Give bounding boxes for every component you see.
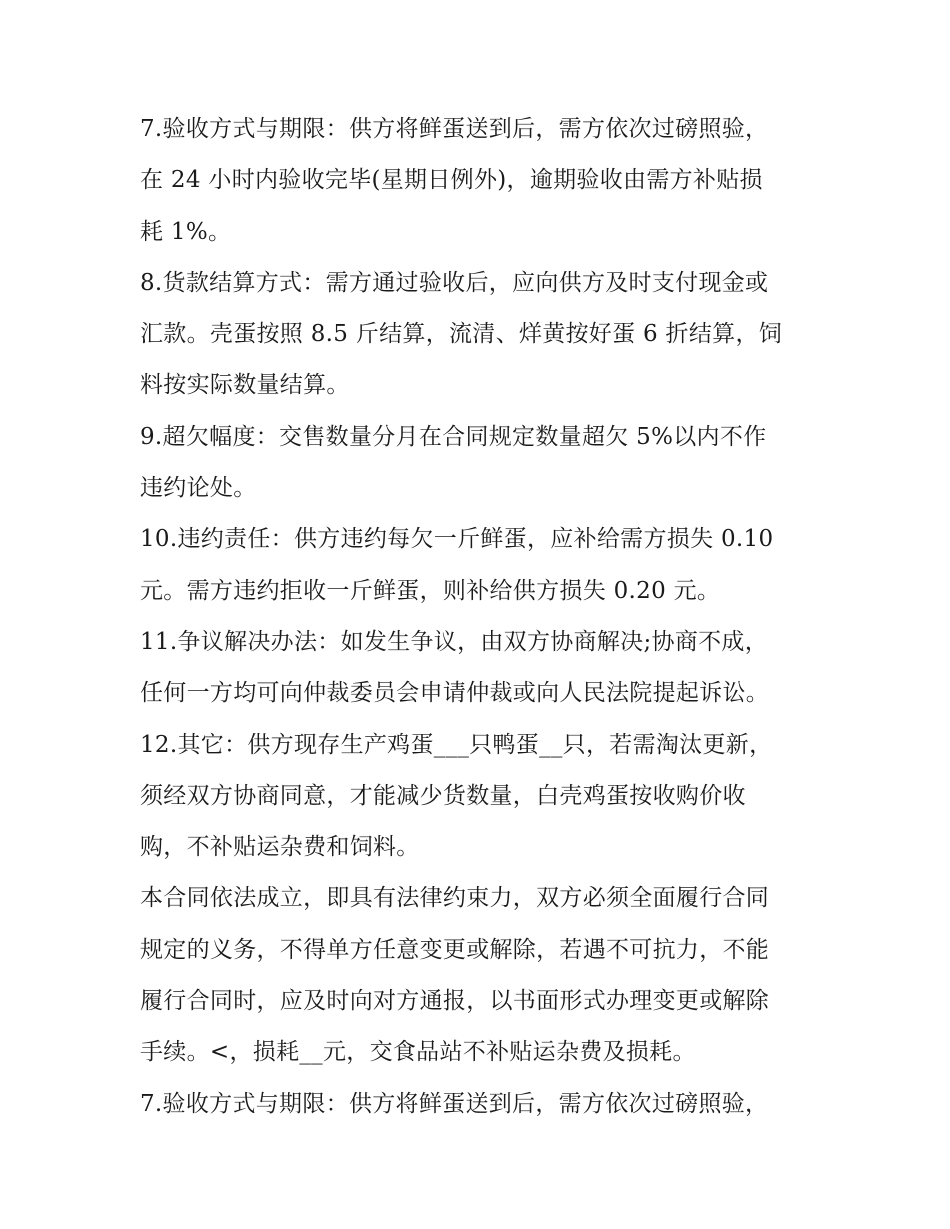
text-line-clause-9: 9.超欠幅度：交售数量分月在合同规定数量超欠 5%以内不作: [140, 423, 767, 450]
text-line: 耗 1%。: [140, 218, 232, 245]
text-line: 违约论处。: [140, 475, 257, 502]
text-line: 购，不补贴运杂费和饲料。: [140, 834, 420, 861]
text-line: 在 24 小时内验收完毕(星期日例外)，逾期验收由需方补贴损: [140, 167, 763, 194]
text-line-clause-7: 7.验收方式与期限：供方将鲜蛋送到后，需方依次过磅照验，: [140, 116, 769, 142]
text-line-clause-12: 12.其它：供方现存生产鸡蛋___只鸭蛋__只，若需淘汰更新，: [140, 731, 773, 758]
text-line: 元。需方违约拒收一斤鲜蛋，则补给供方损失 0.20 元。: [140, 577, 721, 604]
text-line: 汇款。壳蛋按照 8.5 斤结算，流清、烊黄按好蛋 6 折结算，饲: [140, 321, 783, 348]
text-line-clause-11: 11.争议解决办法：如发生争议，由双方协商解决;协商不成，: [140, 628, 769, 655]
text-line-clause-8: 8.货款结算方式：需方通过验收后，应向供方及时支付现金或: [140, 269, 769, 296]
document-body: [140, 104, 820, 1130]
text-line-closing-paragraph: 本合同依法成立，即具有法律约束力，双方必须全面履行合同: [140, 885, 770, 912]
text-line: 须经双方协商同意，才能减少货数量，白壳鸡蛋按收购价收: [140, 782, 746, 809]
text-line-clause-7-repeat: 7.验收方式与期限：供方将鲜蛋送到后，需方依次过磅照验，: [140, 1090, 769, 1117]
text-line: 料按实际数量结算。: [140, 372, 350, 399]
text-line: 规定的义务，不得单方任意变更或解除，若遇不可抗力，不能: [140, 936, 770, 963]
text-line: 手续。<，损耗__元，交食品站不补贴运杂费及损耗。: [140, 1039, 696, 1066]
text-line-clause-10: 10.违约责任：供方违约每欠一斤鲜蛋，应补给需方损失 0.10: [140, 526, 774, 553]
text-line: 任何一方均可向仲裁委员会申请仲裁或向人民法院提起诉讼。: [140, 680, 770, 707]
text-line: 履行合同时，应及时向对方通报，以书面形式办理变更或解除: [140, 988, 770, 1015]
